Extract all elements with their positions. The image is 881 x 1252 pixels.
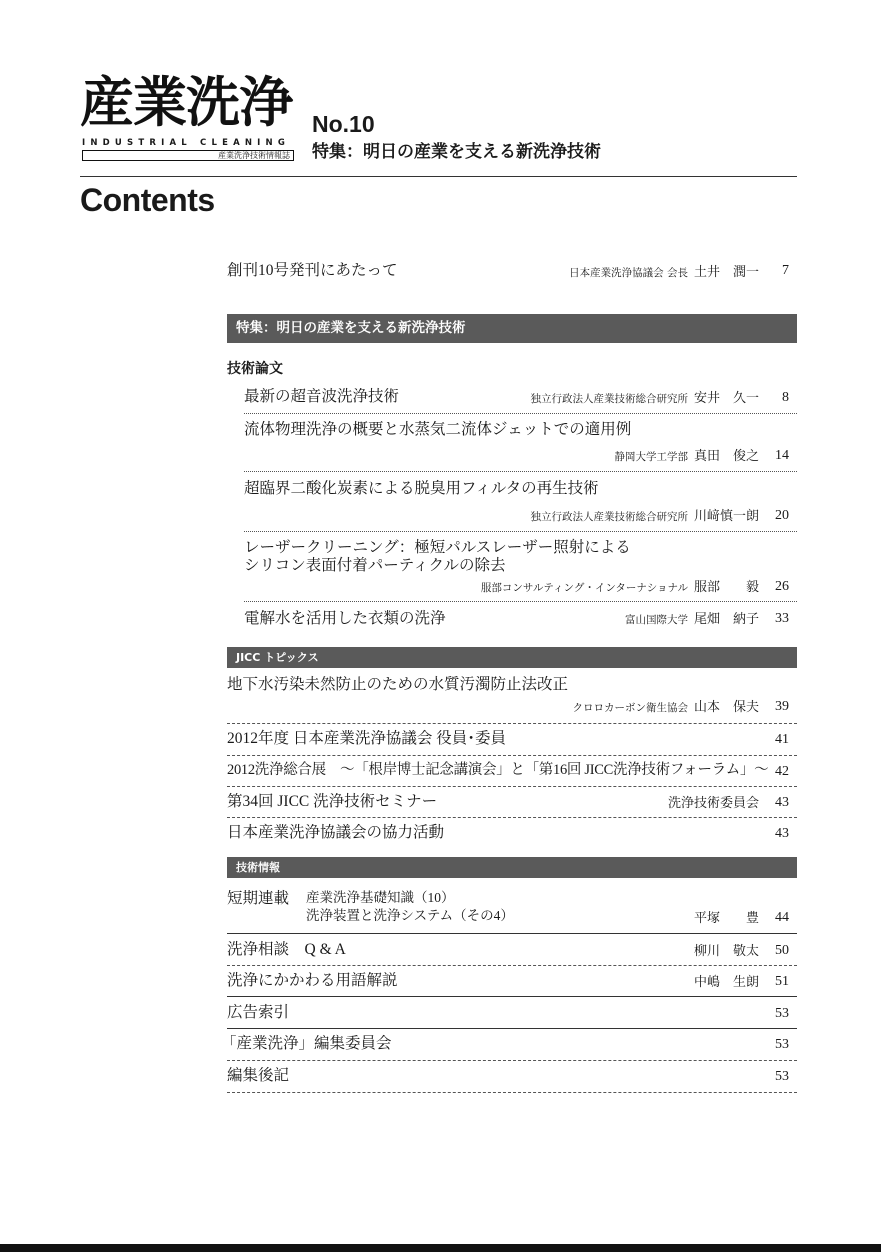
- entry-title: 日本産業洗浄協議会の協力活動: [227, 824, 445, 841]
- entry-organization: 日本産業洗浄協議会 会長: [569, 267, 688, 279]
- contents-heading: Contents: [80, 182, 215, 218]
- page-number: 53: [775, 1037, 789, 1052]
- entry-title: 2012洗浄総合展 ～「根岸博士記念講演会」と「第16回 JICC洗浄技術フォーラム」～: [227, 762, 769, 778]
- entry-title: 創刊10号発刊にあたって: [227, 262, 398, 279]
- entry-organization: 独立行政法人産業技術総合研究所: [530, 393, 688, 405]
- entry-title-line2: 洗浄装置と洗浄システム（その4）: [306, 908, 514, 923]
- page-bottom-bar: [0, 1244, 881, 1252]
- author-name: 山本 保夫: [693, 699, 759, 714]
- entry-organization: 服部コンサルティング・インターナショナル: [480, 582, 688, 594]
- page-number: 20: [775, 508, 789, 523]
- section-band-jicc: JICC トピックス: [227, 647, 797, 668]
- toc-entry[interactable]: [227, 1005, 797, 1025]
- section-band-feature: 特集：明日の産業を支える新洗浄技術: [227, 314, 797, 343]
- author-name: 洗浄技術委員会: [667, 795, 759, 810]
- magazine-logo-subtitle: 産業洗浄技術情報誌: [218, 151, 290, 160]
- entry-divider: [227, 755, 797, 756]
- entry-author: [694, 944, 759, 958]
- toc-entry[interactable]: [227, 888, 797, 930]
- toc-entry[interactable]: [227, 540, 797, 596]
- page-number: 14: [775, 448, 789, 463]
- entry-organization: 独立行政法人産業技術総合研究所: [530, 511, 688, 523]
- entry-divider: [227, 965, 797, 966]
- page-number: 7: [782, 263, 789, 278]
- page-number: 26: [775, 579, 789, 594]
- entry-organization: 静岡大学工学部: [614, 451, 688, 463]
- entry-divider: [244, 471, 797, 472]
- entry-title: 編集後記: [227, 1067, 290, 1084]
- entry-divider: [244, 601, 797, 602]
- page-number: 51: [775, 974, 789, 989]
- entry-author: [572, 700, 759, 714]
- entry-divider: [227, 723, 797, 724]
- author-name: 土井 潤一: [693, 264, 759, 279]
- entry-title: 地下水汚染未然防止のための水質汚濁防止法改正: [227, 676, 569, 693]
- issue-number: No.10: [312, 111, 375, 137]
- author-name: 真田 俊之: [693, 448, 759, 463]
- author-name: 中嶋 生朗: [693, 974, 759, 989]
- entry-title: 第34回 JICC 洗浄技術セミナー: [227, 793, 438, 810]
- toc-entry[interactable]: [227, 481, 797, 525]
- entry-organization: クロロカーボン衛生協会: [572, 702, 688, 714]
- toc-entry[interactable]: [227, 422, 797, 466]
- section-band-tech-info: 技術情報: [227, 857, 797, 878]
- issue-theme: 特集：明日の産業を支える新洗浄技術: [312, 142, 601, 162]
- page-number: 44: [775, 910, 789, 925]
- author-name: 平塚 豊: [693, 910, 759, 925]
- entry-divider: [227, 933, 797, 934]
- toc-entry[interactable]: [227, 973, 797, 993]
- author-name: 柳川 敬太: [693, 943, 759, 958]
- author-name: 服部 毅: [693, 579, 759, 594]
- author-name: 安井 久一: [693, 390, 759, 405]
- page-number: 53: [775, 1006, 789, 1021]
- entry-divider: [227, 786, 797, 787]
- toc-entry[interactable]: [221, 1035, 797, 1056]
- entry-title: 超臨界二酸化炭素による脱臭用フィルタの再生技術: [244, 480, 599, 497]
- header-divider: [80, 176, 797, 177]
- entry-author: [625, 612, 759, 626]
- entry-title: 「産業洗浄」編集委員会: [221, 1035, 392, 1052]
- entry-author: [694, 975, 759, 989]
- page-number: 33: [775, 611, 789, 626]
- page-number: 39: [775, 699, 789, 714]
- entry-author: [530, 509, 759, 523]
- entry-author: [668, 796, 759, 810]
- toc-entry[interactable]: [227, 794, 797, 814]
- author-name: 尾畑 納子: [693, 611, 759, 626]
- toc-entry[interactable]: [227, 677, 797, 719]
- magazine-logo-subtitle-box: [82, 150, 294, 161]
- entry-author: [614, 449, 759, 463]
- toc-entry[interactable]: [227, 389, 797, 409]
- entry-author: [481, 580, 759, 594]
- entry-title: 電解水を活用した衣類の洗浄: [244, 610, 446, 627]
- page-number: 53: [775, 1069, 789, 1084]
- toc-entry[interactable]: [227, 942, 797, 962]
- entry-author: [694, 911, 759, 925]
- entry-title: 産業洗浄基礎知識（10）: [306, 890, 455, 905]
- entry-divider: [227, 996, 797, 997]
- toc-entry[interactable]: [227, 731, 797, 751]
- magazine-logo-english: INDUSTRIAL CLEANING: [82, 138, 291, 148]
- entry-divider: [227, 1092, 797, 1093]
- entry-title: レーザークリーニング：極短パルスレーザー照射による: [244, 539, 631, 556]
- page-number: 43: [775, 795, 789, 810]
- entry-organization: 富山国際大学: [624, 614, 688, 626]
- page-number: 41: [775, 732, 789, 747]
- entry-divider: [244, 413, 797, 414]
- entry-author: [530, 391, 759, 405]
- toc-entry-intro[interactable]: [227, 263, 797, 283]
- page-number: 50: [775, 943, 789, 958]
- magazine-logo-title: 産業洗浄: [80, 71, 292, 134]
- entry-divider: [227, 817, 797, 818]
- entry-title: 2012年度 日本産業洗浄協議会 役員･委員: [227, 730, 507, 747]
- entry-divider: [227, 1060, 797, 1061]
- toc-entry[interactable]: [227, 825, 797, 845]
- entry-divider: [227, 1028, 797, 1029]
- entry-title: 最新の超音波洗浄技術: [244, 388, 400, 405]
- toc-entry[interactable]: [227, 611, 797, 631]
- toc-entry[interactable]: [227, 763, 797, 783]
- entry-title-line2: シリコン表面付着パーティクルの除去: [244, 557, 506, 574]
- toc-entry[interactable]: [227, 1068, 797, 1088]
- page-number: 42: [775, 764, 789, 779]
- subhead-technical-papers: 技術論文: [227, 361, 283, 377]
- entry-title: 洗浄にかかわる用語解説: [227, 972, 398, 989]
- series-label: 短期連載: [227, 890, 290, 907]
- page-number: 8: [782, 390, 789, 405]
- author-name: 川﨑慎一朗: [693, 508, 759, 523]
- page-number: 43: [775, 826, 789, 841]
- entry-title: 洗浄相談 Q & A: [227, 941, 346, 958]
- entry-title: 広告索引: [227, 1004, 290, 1021]
- entry-divider: [244, 531, 797, 532]
- entry-title: 流体物理洗浄の概要と水蒸気二流体ジェットでの適用例: [244, 421, 632, 438]
- entry-author: [569, 265, 759, 279]
